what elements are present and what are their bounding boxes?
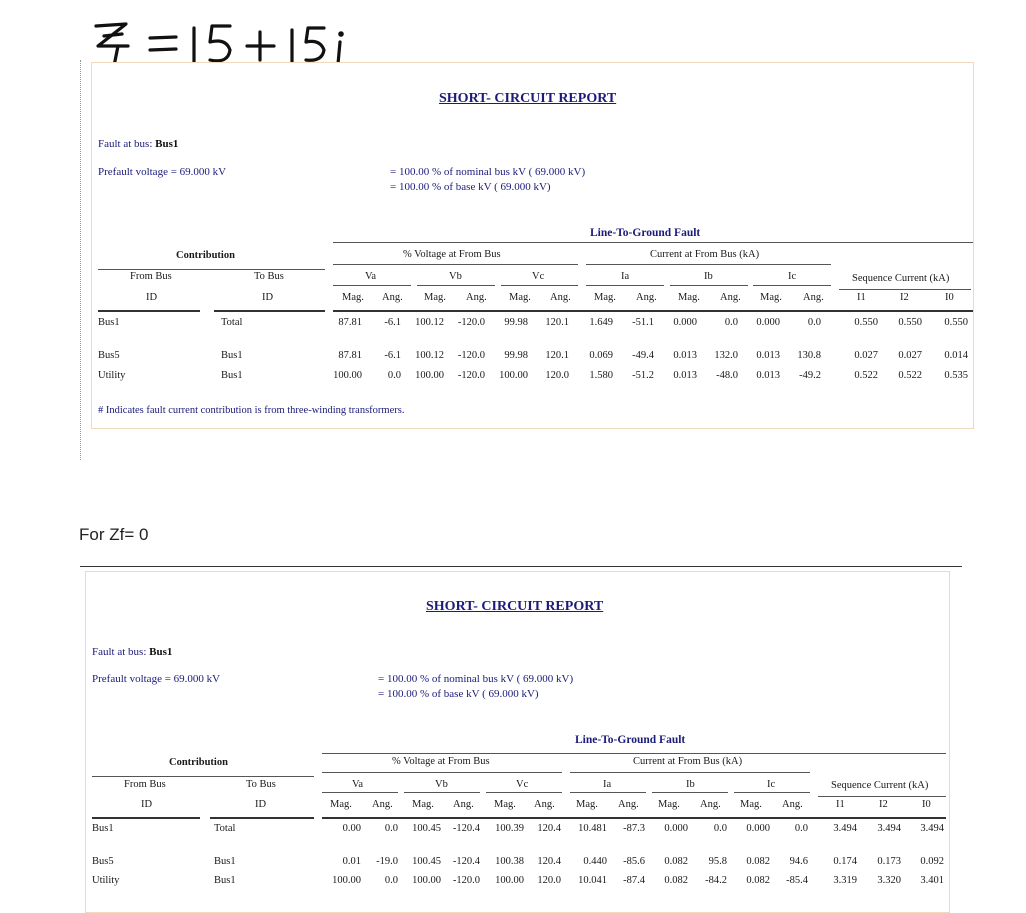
vb-mag: 100.00 — [415, 370, 444, 381]
vc-ang-header: Ang. — [550, 292, 571, 303]
row-to-bus: Bus1 — [214, 875, 236, 886]
i0-value: 0.014 — [944, 350, 968, 361]
from-id-header: ID — [141, 799, 153, 810]
row-from-bus: Utility — [98, 370, 126, 381]
i1-value: 0.174 — [833, 856, 857, 867]
vc-mag: 100.00 — [495, 875, 524, 886]
va-mag: 87.81 — [338, 350, 362, 361]
vc-mag: 100.00 — [499, 370, 528, 381]
to-id-rule — [210, 817, 314, 819]
ia-ang: -85.6 — [623, 856, 645, 867]
va-ang: -6.1 — [384, 350, 401, 361]
voltage-group-header: % Voltage at From Bus — [403, 249, 501, 260]
vb-ang-header: Ang. — [466, 292, 487, 303]
section-divider — [80, 566, 962, 567]
to-id-rule — [214, 310, 325, 312]
voltage-group-header: % Voltage at From Bus — [392, 756, 490, 767]
ia-header: Ia — [621, 271, 630, 282]
vb-ang: -120.0 — [457, 370, 485, 381]
ib-mag: 0.013 — [673, 350, 697, 361]
ib-ang: 0.0 — [713, 823, 727, 834]
i1-value: 0.522 — [854, 370, 878, 381]
ib-mag-header: Mag. — [678, 292, 700, 303]
vc-rule — [501, 285, 578, 286]
i2-value: 3.320 — [877, 875, 901, 886]
ib-ang: -84.2 — [705, 875, 727, 886]
vb-ang: -120.0 — [457, 317, 485, 328]
i2-value: 0.550 — [898, 317, 922, 328]
fault-type-title: Line-To-Ground Fault — [575, 734, 686, 746]
va-mag: 100.00 — [332, 875, 361, 886]
va-mag: 100.00 — [333, 370, 362, 381]
contribution-rule — [92, 776, 314, 777]
ic-ang-header: Ang. — [803, 292, 824, 303]
from-id-rule — [92, 817, 200, 819]
ic-ang: -49.2 — [799, 370, 821, 381]
vb-ang: -120.4 — [452, 823, 480, 834]
vb-mag: 100.45 — [412, 823, 441, 834]
ic-ang: -85.4 — [786, 875, 808, 886]
ic-ang: 94.6 — [789, 856, 808, 867]
ib-mag-header: Mag. — [658, 799, 680, 810]
va-ang-header: Ang. — [382, 292, 403, 303]
ia-ang-header: Ang. — [636, 292, 657, 303]
vb-mag-header: Mag. — [424, 292, 446, 303]
seq-current-header: Sequence Current (kA) — [852, 273, 950, 284]
i0-value: 3.401 — [920, 875, 944, 886]
ib-header: Ib — [686, 779, 695, 790]
ic-rule — [753, 285, 831, 286]
current-rule — [586, 264, 831, 265]
vb-mag: 100.00 — [412, 875, 441, 886]
row-from-bus: Bus5 — [98, 350, 120, 361]
seq-current-header: Sequence Current (kA) — [831, 780, 929, 791]
vc-mag-header: Mag. — [494, 799, 516, 810]
ia-rule — [570, 792, 646, 793]
ib-rule — [670, 285, 748, 286]
i1-value: 0.027 — [854, 350, 878, 361]
row-to-bus: Bus1 — [221, 350, 243, 361]
vb-mag-header: Mag. — [412, 799, 434, 810]
vb-header: Vb — [449, 271, 462, 282]
fault-type-title: Line-To-Ground Fault — [590, 227, 701, 239]
fault-bus: Bus1 — [149, 646, 173, 658]
i2-value: 0.522 — [898, 370, 922, 381]
nominal-kv-line: = 100.00 % of nominal bus kV ( 69.000 kV) — [390, 166, 586, 178]
va-mag-header: Mag. — [330, 799, 352, 810]
i0-value: 0.550 — [944, 317, 968, 328]
ic-mag-header: Mag. — [740, 799, 762, 810]
vb-mag: 100.12 — [415, 350, 444, 361]
ia-ang-header: Ang. — [618, 799, 639, 810]
vb-ang: -120.4 — [452, 856, 480, 867]
i2-value: 3.494 — [877, 823, 901, 834]
i2-value: 0.173 — [877, 856, 901, 867]
row-from-bus: Bus5 — [92, 856, 114, 867]
row-from-bus: Bus1 — [98, 317, 120, 328]
data-header-rule — [333, 310, 973, 312]
ia-mag: 1.649 — [589, 317, 613, 328]
ib-ang: -48.0 — [716, 370, 738, 381]
vc-ang: 120.1 — [545, 350, 569, 361]
left-dotted-divider — [80, 60, 81, 460]
ia-mag: 1.580 — [589, 370, 613, 381]
current-group-header: Current at From Bus (kA) — [633, 756, 743, 767]
va-rule — [333, 285, 411, 286]
va-mag: 87.81 — [338, 317, 362, 328]
vc-header: Vc — [532, 271, 545, 282]
ia-mag: 10.041 — [578, 875, 607, 886]
ib-ang-header: Ang. — [720, 292, 741, 303]
nominal-kv-line: = 100.00 % of nominal bus kV ( 69.000 kV) — [378, 673, 574, 685]
va-ang: 0.0 — [384, 875, 398, 886]
va-header: Va — [352, 779, 364, 790]
vc-ang: 120.0 — [537, 875, 561, 886]
from-id-rule — [98, 310, 200, 312]
prefault-voltage: Prefault voltage = 69.000 kV — [92, 673, 221, 685]
row-to-bus: Total — [221, 317, 243, 328]
vb-ang: -120.0 — [452, 875, 480, 886]
row-to-bus: Total — [214, 823, 236, 834]
i1-header: I1 — [836, 799, 845, 810]
data-header-rule — [322, 817, 946, 819]
ia-mag: 0.069 — [589, 350, 613, 361]
ic-mag: 0.082 — [746, 856, 770, 867]
voltage-rule — [333, 264, 578, 265]
report-title: SHORT- CIRCUIT REPORT — [439, 91, 617, 106]
va-ang: -6.1 — [384, 317, 401, 328]
contribution-rule — [98, 269, 325, 270]
vc-mag: 100.39 — [495, 823, 524, 834]
i2-value: 0.027 — [898, 350, 922, 361]
vc-ang-header: Ang. — [534, 799, 555, 810]
va-ang: 0.0 — [384, 823, 398, 834]
i1-value: 3.319 — [833, 875, 857, 886]
i1-value: 0.550 — [854, 317, 878, 328]
ic-mag: 0.000 — [746, 823, 770, 834]
vb-mag: 100.12 — [415, 317, 444, 328]
vb-ang-header: Ang. — [453, 799, 474, 810]
ic-mag: 0.000 — [756, 317, 780, 328]
ic-mag: 0.013 — [756, 370, 780, 381]
to-id-header: ID — [255, 799, 267, 810]
va-mag: 0.00 — [342, 823, 361, 834]
to-bus-header: To Bus — [246, 779, 276, 790]
i0-header: I0 — [922, 799, 931, 810]
voltage-rule — [322, 772, 562, 773]
ia-rule — [586, 285, 664, 286]
current-rule — [570, 772, 810, 773]
i0-value: 3.494 — [920, 823, 944, 834]
ia-mag-header: Mag. — [594, 292, 616, 303]
i1-value: 3.494 — [833, 823, 857, 834]
header-rule-top — [322, 753, 946, 754]
va-mag-header: Mag. — [342, 292, 364, 303]
fault-at-label: Fault at bus: — [92, 646, 147, 658]
contribution-header: Contribution — [176, 250, 235, 261]
va-ang-header: Ang. — [372, 799, 393, 810]
ic-header: Ic — [788, 271, 797, 282]
i0-header: I0 — [945, 292, 954, 303]
prefault-voltage: Prefault voltage = 69.000 kV — [98, 166, 227, 178]
ib-ang-header: Ang. — [700, 799, 721, 810]
report-title: SHORT- CIRCUIT REPORT — [426, 599, 604, 614]
from-bus-header: From Bus — [130, 271, 172, 282]
ic-mag-header: Mag. — [760, 292, 782, 303]
i2-header: I2 — [879, 799, 888, 810]
vc-mag-header: Mag. — [509, 292, 531, 303]
from-id-header: ID — [146, 292, 158, 303]
ib-ang: 95.8 — [708, 856, 727, 867]
header-rule-top — [333, 242, 973, 243]
vc-ang: 120.0 — [545, 370, 569, 381]
row-from-bus: Bus1 — [92, 823, 114, 834]
vb-mag: 100.45 — [412, 856, 441, 867]
va-mag: 0.01 — [342, 856, 361, 867]
ic-ang: 130.8 — [797, 350, 821, 361]
vb-rule — [404, 792, 480, 793]
va-rule — [322, 792, 398, 793]
ib-mag: 0.013 — [673, 370, 697, 381]
vc-ang: 120.4 — [537, 823, 561, 834]
ib-rule — [652, 792, 728, 793]
base-kv-line: = 100.00 % of base kV ( 69.000 kV) — [378, 688, 539, 700]
ib-mag: 0.082 — [664, 856, 688, 867]
vc-ang: 120.1 — [545, 317, 569, 328]
from-bus-header: From Bus — [124, 779, 166, 790]
ib-ang: 0.0 — [724, 317, 738, 328]
ic-ang-header: Ang. — [782, 799, 803, 810]
i0-value: 0.092 — [920, 856, 944, 867]
row-to-bus: Bus1 — [221, 370, 243, 381]
va-ang: 0.0 — [387, 370, 401, 381]
zf-caption: For Zf= 0 — [79, 525, 149, 544]
to-bus-header: To Bus — [254, 271, 284, 282]
vc-rule — [486, 792, 562, 793]
vb-ang: -120.0 — [457, 350, 485, 361]
vb-header: Vb — [435, 779, 448, 790]
ia-ang: -87.3 — [623, 823, 645, 834]
ib-mag: 0.082 — [664, 875, 688, 886]
ia-ang: -51.1 — [632, 317, 654, 328]
ia-header: Ia — [603, 779, 612, 790]
vb-rule — [417, 285, 495, 286]
ic-ang: 0.0 — [794, 823, 808, 834]
current-group-header: Current at From Bus (kA) — [650, 249, 760, 260]
ic-mag: 0.013 — [756, 350, 780, 361]
footnote: # Indicates fault current contribution is from three-winding transformers. — [98, 405, 405, 416]
ib-ang: 132.0 — [714, 350, 738, 361]
ib-mag: 0.000 — [673, 317, 697, 328]
row-to-bus: Bus1 — [214, 856, 236, 867]
fault-at-line — [92, 646, 172, 658]
ia-mag: 0.440 — [583, 856, 607, 867]
fault-at-label: Fault at bus: — [98, 138, 153, 150]
ib-header: Ib — [704, 271, 713, 282]
ia-mag: 10.481 — [578, 823, 607, 834]
ia-ang: -87.4 — [623, 875, 645, 886]
ia-ang: -51.2 — [632, 370, 654, 381]
ic-header: Ic — [767, 779, 776, 790]
contribution-header: Contribution — [169, 757, 228, 768]
base-kv-line: = 100.00 % of base kV ( 69.000 kV) — [390, 181, 551, 193]
seq-rule — [839, 289, 971, 290]
ia-ang: -49.4 — [632, 350, 654, 361]
report-panel-1 — [91, 62, 974, 429]
va-ang: -19.0 — [376, 856, 398, 867]
vc-mag: 99.98 — [504, 350, 528, 361]
fault-bus: Bus1 — [155, 138, 179, 150]
vc-header: Vc — [516, 779, 529, 790]
row-from-bus: Utility — [92, 875, 120, 886]
ib-mag: 0.000 — [664, 823, 688, 834]
i2-header: I2 — [900, 292, 909, 303]
seq-rule — [818, 796, 946, 797]
ic-ang: 0.0 — [807, 317, 821, 328]
ia-mag-header: Mag. — [576, 799, 598, 810]
report-panel-2 — [85, 571, 950, 913]
fault-at-line — [98, 138, 178, 150]
ic-rule — [734, 792, 810, 793]
va-header: Va — [365, 271, 377, 282]
vc-mag: 100.38 — [495, 856, 524, 867]
vc-ang: 120.4 — [537, 856, 561, 867]
to-id-header: ID — [262, 292, 274, 303]
vc-mag: 99.98 — [504, 317, 528, 328]
i0-value: 0.535 — [944, 370, 968, 381]
i1-header: I1 — [857, 292, 866, 303]
ic-mag: 0.082 — [746, 875, 770, 886]
